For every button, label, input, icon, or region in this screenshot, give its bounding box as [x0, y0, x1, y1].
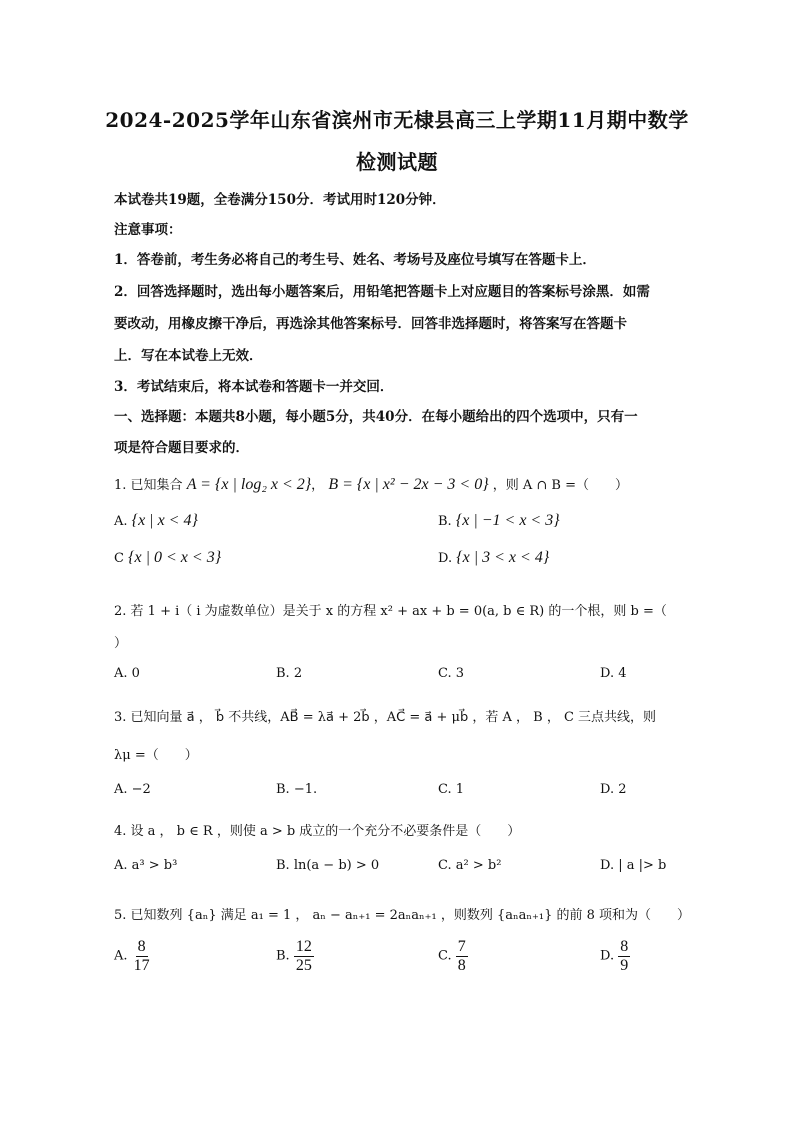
- q4-option-c: C. a² > b²: [438, 858, 502, 873]
- q2-option-b: B. 2: [276, 666, 303, 681]
- q3-option-b: B. −1.: [276, 782, 318, 797]
- q5-option-d: D. $\frac{8}{9}$: [600, 938, 629, 974]
- page-title: 2024-2025学年山东省滨州市无棣县高三上学期11月期中数学: [105, 108, 689, 132]
- notice-item-2-end: 上．写在本试卷上无效．: [114, 348, 263, 364]
- question-4: 4. 设 a ， b ∈ R ，则使 a > b 成立的一个充分不必要条件是（ ）: [114, 824, 521, 839]
- notice-item-3: 3．考试结束后，将本试卷和答题卡一并交回．: [114, 379, 394, 395]
- question-2: 2. 若 1 + i（ i 为虚数单位）是关于 x 的方程 x² + ax + b = 0(a, b ∈ R) 的一个根，则 b =（: [114, 604, 667, 619]
- question-1-ask: ，则 A ∩ B =（ ）: [492, 478, 628, 493]
- q1-option-a: A. {x | x < 4}: [114, 512, 198, 529]
- q5-option-a-fraction: $\frac{8}{17}$: [133, 938, 150, 974]
- q2-option-c: C. 3: [438, 666, 465, 681]
- notice-item-2: 2．回答选择题时，选出每小题答案后，用铅笔把答题卡上对应题目的答案标号涂黑．如需: [114, 284, 650, 300]
- notice-item-1: 1．答卷前，考生务必将自己的考生号、姓名、考场号及座位号填写在答题卡上．: [114, 252, 596, 268]
- q4-option-a: A. a³ > b³: [114, 858, 178, 873]
- question-1-set-a: A = {x | log₂ x < 2}: [186, 476, 312, 493]
- q5-option-a: A. $\frac{8}{17}$: [114, 938, 150, 974]
- notice-item-2-cont: 要改动，用橡皮擦干净后，再选涂其他答案标号．回答非选择题时，将答案写在答题卡: [114, 316, 627, 332]
- q1-option-d: D. {x | 3 < x < 4}: [438, 549, 550, 566]
- q3-option-c: C. 1: [438, 782, 465, 797]
- question-3-cont: λμ =（ ）: [114, 748, 198, 763]
- question-1-set-b: B = {x | x² − 2x − 3 < 0}: [328, 476, 489, 493]
- section-heading: 一、选择题：本题共8小题，每小题5分，共40分．在每小题给出的四个选项中，只有一: [114, 409, 638, 425]
- q5-option-c: C. $\frac{7}{8}$: [438, 938, 466, 974]
- exam-intro: 本试卷共19题，全卷满分150分．考试用时120分钟．: [114, 192, 446, 208]
- q1-option-b: B. {x | −1 < x < 3}: [438, 512, 560, 529]
- question-5: 5. 已知数列 {aₙ} 满足 a₁ = 1 ， aₙ − aₙ₊₁ = 2aₙaₙ₊₁ ，则数列 {aₙaₙ₊₁} 的前 8 项和为（ ）: [114, 908, 691, 923]
- question-2-cont: ）: [114, 636, 128, 651]
- q4-option-d: D. | a |> b: [600, 858, 667, 873]
- q5-option-c-fraction: $\frac{7}{8}$: [457, 938, 466, 974]
- q3-option-d: D. 2: [600, 782, 627, 797]
- q1-option-c: C {x | 0 < x < 3}: [114, 549, 222, 566]
- question-3: 3. 已知向量 a⃗ ， b⃗ 不共线，AB⃗ = λa⃗ + 2b⃗ ，AC⃗ = a⃗ + μb⃗ ，若 A ， B ， C 三点共线，则: [114, 710, 657, 725]
- q5-option-d-fraction: $\frac{8}{9}$: [620, 938, 629, 974]
- section-heading-cont: 项是符合题目要求的．: [114, 440, 249, 456]
- q5-option-b-fraction: $\frac{12}{25}$: [295, 938, 312, 974]
- q5-option-b: B. $\frac{12}{25}$: [276, 938, 312, 974]
- question-1-prefix: 1. 已知集合: [114, 478, 183, 493]
- question-1: 1. 已知集合 A = {x | log₂ x < 2}， B = {x | x² − 2x − 3 < 0} ，则 A ∩ B =（ ）: [114, 476, 628, 493]
- q2-option-a: A. 0: [114, 666, 140, 681]
- page-title-line2: 检测试题: [356, 150, 438, 174]
- q4-option-b: B. ln(a − b) > 0: [276, 858, 380, 873]
- notice-heading: 注意事项：: [114, 222, 182, 238]
- q2-option-d: D. 4: [600, 666, 627, 681]
- q3-option-a: A. −2: [114, 782, 151, 797]
